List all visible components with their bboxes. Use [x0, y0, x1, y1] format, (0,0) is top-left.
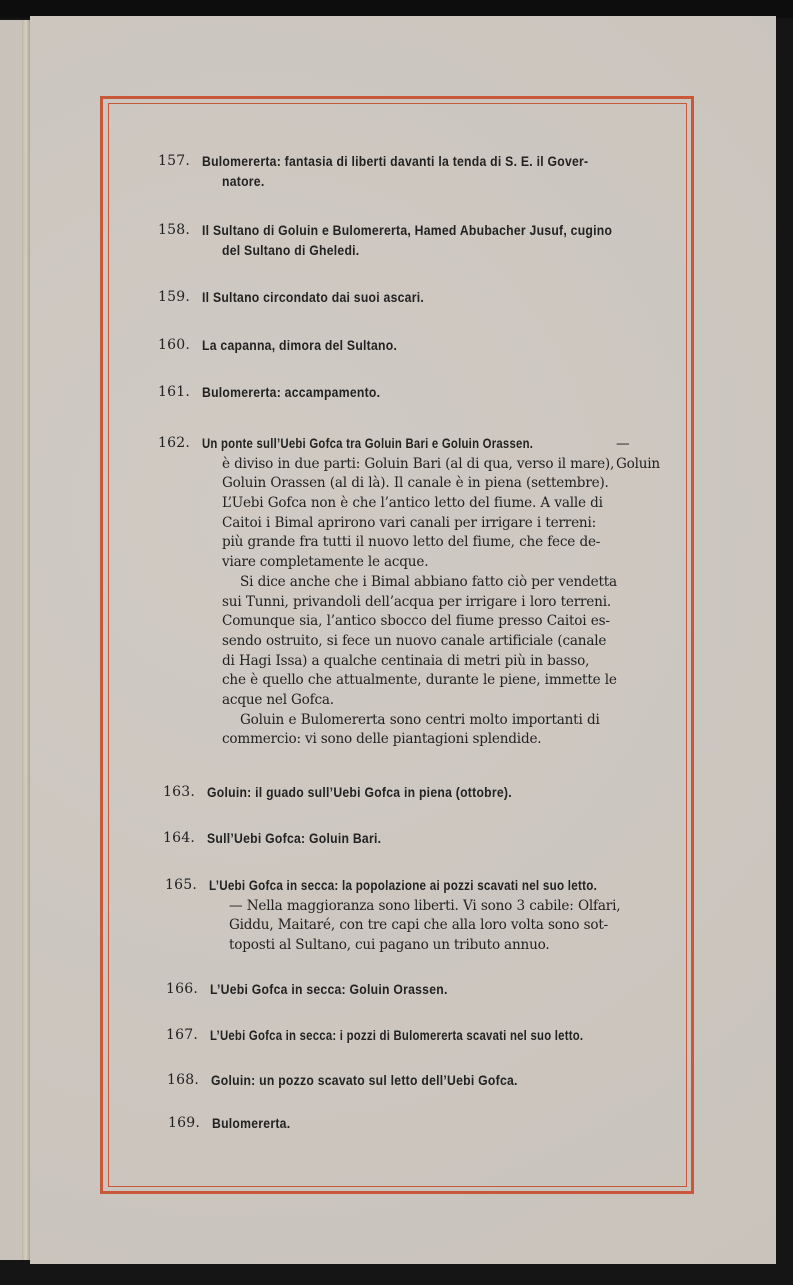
description-line: Goluin e Bulomererta sono centri molto importanti di [240, 711, 600, 728]
entry-title: Bulomererta. [212, 1116, 291, 1132]
entry-title: L’Uebi Gofca in secca: i pozzi di Bulomererta scavati nel suo letto. [210, 1028, 584, 1044]
description-line: sui Tunni, privandoli dell’acqua per irrigare i loro terreni. [222, 593, 611, 610]
caption-entry-157 [158, 153, 636, 192]
entry-title: Il Sultano circondato dai suoi ascari. [202, 290, 425, 306]
entry-title: L’Uebi Gofca in secca: Goluin Orassen. [210, 982, 448, 998]
description-line: sendo ostruito, si fece un nuovo canale artificiale (canale [222, 632, 607, 649]
entry-title: L’Uebi Gofca in secca: la popolazione ai pozzi scavati nel suo letto. [209, 878, 598, 894]
entry-title: Un ponte sull’Uebi Gofca tra Goluin Bari e Goluin Orassen. [202, 436, 534, 452]
entry-number: 161. [158, 384, 190, 400]
caption-entry-160 [158, 337, 636, 357]
entry-number: 163. [163, 784, 195, 800]
entry-number: 168. [167, 1072, 199, 1088]
entry-number: 169. [168, 1115, 200, 1131]
entry-description [209, 897, 643, 956]
left-page-edge [0, 20, 24, 1260]
caption-entry-161 [158, 384, 636, 404]
entry-number: 157. [158, 153, 190, 169]
caption-entry-163 [163, 784, 641, 804]
entry-title: Bulomererta: fantasia di liberti davanti la tenda di S. E. il Gover- [202, 154, 589, 170]
caption-entry-167 [166, 1027, 644, 1047]
description-line: commercio: vi sono delle piantagioni splendide. [222, 731, 542, 748]
entry-title: Goluin: un pozzo scavato sul letto dell’Uebi Gofca. [211, 1073, 518, 1089]
entry-title: Il Sultano di Goluin e Bulomererta, Hamed Abubacher Jusuf, cugino [202, 223, 613, 239]
entry-number: 159. [158, 289, 190, 305]
entry-title: Sull’Uebi Gofca: Goluin Bari. [207, 831, 382, 847]
entry-number: 165. [165, 877, 197, 893]
caption-entry-165 [165, 877, 643, 956]
caption-entry-166 [166, 981, 644, 1001]
caption-entry-162 [158, 435, 660, 750]
description-line: di Hagi Issa) a qualche centinaia di metri più in basso, [222, 652, 590, 669]
entry-number: 164. [163, 830, 195, 846]
entry-number: 158. [158, 222, 190, 238]
caption-entry-164 [163, 830, 641, 850]
entry-number: 167. [166, 1027, 198, 1043]
description-line: viare completamente le acque. [222, 554, 429, 571]
entry-title-cont: del Sultano di Gheledi. [222, 242, 360, 259]
description-line: L’Uebi Gofca non è che l’antico letto del fiume. A valle di [222, 495, 603, 512]
description-line: toposti al Sultano, cui pagano un tributo annuo. [229, 937, 550, 954]
book-spine [22, 20, 30, 1260]
entry-title: Goluin: il guado sull’Uebi Gofca in piena (ottobre). [207, 785, 512, 801]
entry-number: 166. [166, 981, 198, 997]
entry-number: 162. [158, 435, 190, 451]
description-line: è diviso in due parti: Goluin Bari (al di qua, verso il mare), [222, 455, 615, 472]
description-line: Goluin Orassen (al di là). Il canale è in piena (settembre). [222, 475, 609, 492]
caption-entry-169 [168, 1115, 646, 1135]
description-line: più grande fra tutti il nuovo letto del fiume, che fece de- [222, 534, 601, 551]
description-line: — Nella maggioranza sono liberti. Vi sono 3 cabile: Olfari, [229, 897, 621, 914]
caption-entry-159 [158, 289, 636, 309]
entry-description [202, 455, 636, 750]
caption-entry-158 [158, 222, 636, 261]
description-line: acque nel Gofca. [222, 691, 334, 708]
description-line: Comunque sia, l’antico sbocco del fiume presso Caitoi es- [222, 613, 610, 630]
entry-title-cont: natore. [222, 173, 265, 190]
entry-title-tail: — Goluin [615, 436, 660, 472]
entry-title: Bulomererta: accampamento. [202, 385, 381, 401]
caption-entry-168 [167, 1072, 645, 1092]
description-line: che è quello che attualmente, durante le piene, immette le [222, 672, 617, 689]
description-line: Giddu, Maitaré, con tre capi che alla loro volta sono sot- [229, 917, 609, 934]
entry-number: 160. [158, 337, 190, 353]
description-line: Caitoi i Bimal aprirono vari canali per irrigare i terreni: [222, 514, 597, 531]
description-line: Si dice anche che i Bimal abbiano fatto ciò per vendetta [240, 573, 617, 590]
entry-title: La capanna, dimora del Sultano. [202, 338, 398, 354]
